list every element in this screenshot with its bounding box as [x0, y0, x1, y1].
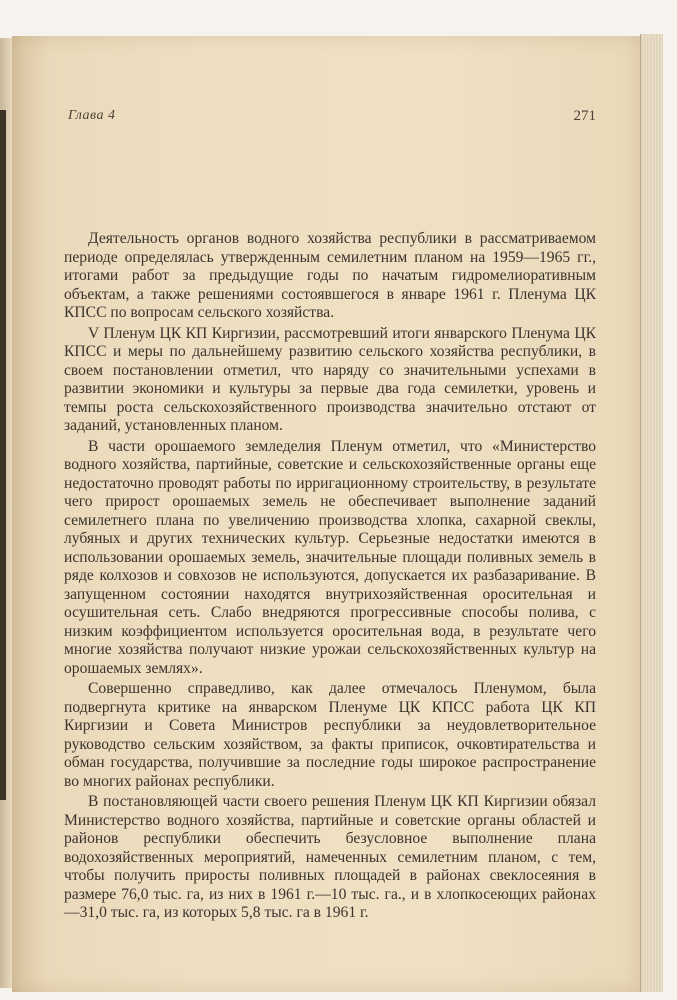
page-number: 271	[573, 108, 596, 124]
paragraph: V Пленум ЦК КП Киргизии, рассмотревший итоги январского Пленума ЦК КПСС и меры по дальнейшему развитию сельского хозяйства республики, в своем постановлении отметил, что наряду со значительными успехами в развитии экономики и культуры за первые два года семилетки, уровень и темпы роста сельскохозяйственного производства значительно отстают от заданий, установленных планом.	[64, 324, 596, 434]
running-header	[68, 108, 596, 128]
body-text	[64, 230, 596, 925]
binding-shadow	[0, 110, 6, 800]
paragraph: Совершенно справедливо, как далее отмечалось Пленумом, была подвергнута критике на январском Пленуме ЦК КПСС работа ЦК КП Киргизии и Совета Министров республики за неудовлетворительное руководство сельским хозяйством, за факты приписок, очковтирательства и обман государства, получившие за последние годы широкое распространение во многих районах республики.	[64, 680, 596, 790]
paragraph: В постановляющей части своего решения Пленум ЦК КП Киргизии обязал Министерство водного хозяйства, партийные и советские органы областей и районов республики обеспечить безусловное выполнение плана водохозяйственных мероприятий, намеченных семилетним планом, с тем, чтобы получить приросты поливных площадей в районах свеклосеяния в размере 76,0 тыс. га, из них в 1961 г.—10 тыс. га., и в хлопкосеющих районах —31,0 тыс. га, из которых 5,8 тыс. га в 1961 г.	[64, 793, 596, 921]
chapter-label: Глава 4	[68, 108, 116, 123]
paragraph: Деятельность органов водного хозяйства республики в рассматриваемом периоде определялась утвержденным семилетним планом на 1959—1965 гг., итогами работ за предыдущие годы по начатым гидромелиоративным объектам, а также решениями состоявшегося в январе 1961 г. Пленума ЦК КПСС по вопросам сельского хозяйства.	[64, 230, 596, 321]
paragraph: В части орошаемого земледелия Пленум отметил, что «Министерство водного хозяйства, партийные, советские и сельскохозяйственные органы еще недостаточно проводят работы по ирригационному строительству, в результате чего прирост орошаемых земель не обеспечивает выполнение заданий семилетнего плана по увеличению производства хлопка, сахарной свеклы, лубяных и других технических культур. Серьезные недостатки имеются в использовании орошаемых земель, значительные площади поливных земель в ряде колхозов и совхозов не используются, допускается их разбазаривание. В запущенном состоянии находятся внутрихозяйственная оросительная и осушительная сеть. Слабо внедряются прогрессивные способы полива, с низким коэффициентом используется оросительная вода, в результате чего многие хозяйства получают низкие урожаи сельскохозяйственных культур на орошаемых землях».	[64, 437, 596, 677]
page-stack-edge	[640, 34, 663, 992]
